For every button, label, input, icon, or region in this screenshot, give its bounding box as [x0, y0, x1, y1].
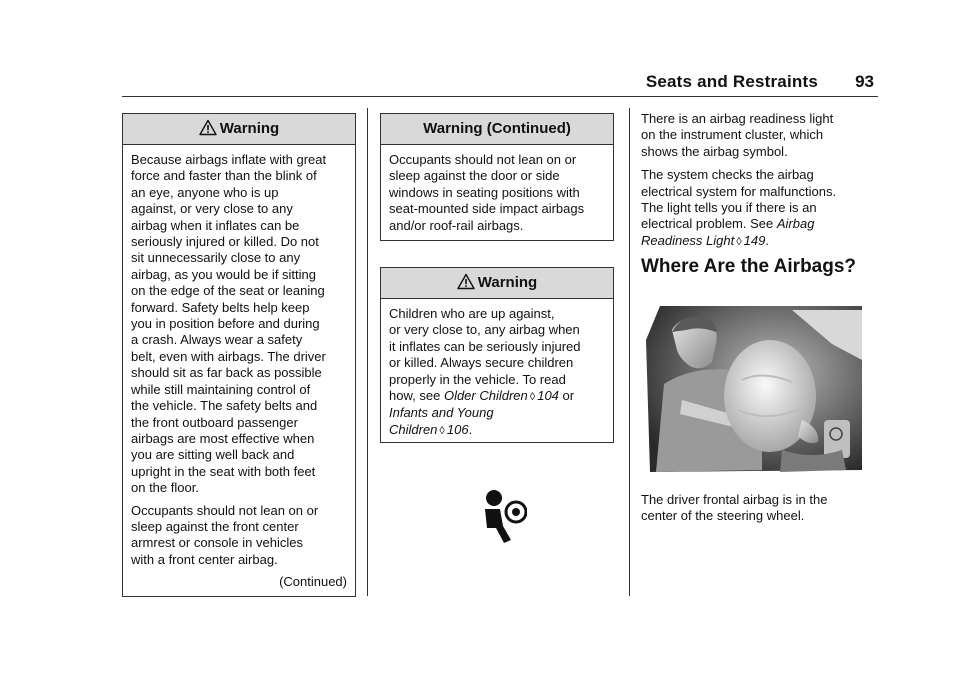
paragraph	[641, 492, 871, 525]
text-line: on the edge of the seat or leaning	[131, 283, 325, 299]
text-line: Because airbags inflate with great	[131, 152, 327, 167]
text-line: The system checks the airbag	[641, 167, 814, 183]
warning-paragraph	[389, 152, 605, 234]
text-line: a crash. Always wear a safety	[131, 332, 303, 348]
text-fragment: electrical problem. See	[641, 216, 774, 232]
text-line: against, or very close to any	[131, 201, 293, 217]
warning-title: Warning	[219, 120, 280, 137]
link-infants-young-children-cont[interactable]: Children	[389, 421, 438, 437]
link-infants-young-children[interactable]: Infants and Young	[389, 405, 494, 421]
text-line: with a front center airbag.	[131, 551, 278, 567]
text-line: The light tells you if there is an	[641, 200, 817, 216]
text-line: shows the airbag symbol.	[641, 143, 788, 159]
warning-header	[123, 114, 355, 145]
driver-frontal-airbag-illustration	[642, 300, 868, 478]
airbag-readiness-symbol-icon	[481, 488, 527, 544]
illustration-caption	[641, 492, 871, 532]
text-line: electrical system for malfunctions.	[641, 183, 837, 199]
text-line: the front outboard passenger	[131, 414, 298, 430]
warning-title: Warning	[477, 274, 538, 291]
link-airbag-readiness-light-cont[interactable]: Readiness Light	[641, 232, 735, 248]
paragraph	[641, 167, 871, 250]
text-line: and/or roof-rail airbags.	[389, 217, 524, 233]
text-line: There is an airbag readiness light	[641, 111, 834, 126]
text-fragment: .	[765, 232, 769, 248]
text-line: properly in the vehicle. To read	[389, 371, 566, 387]
text-line: airbag when it inflates can be	[131, 217, 300, 233]
text-line: upright in the seat with both feet	[131, 463, 316, 479]
text-line: airbags are most effective when	[131, 430, 315, 446]
page-header	[122, 72, 878, 97]
column-divider-left	[367, 108, 368, 596]
page-reference-arrow-icon: ◊	[736, 235, 742, 248]
page-number: 93	[855, 72, 874, 91]
text-fragment: or	[562, 388, 575, 404]
link-airbag-readiness-light[interactable]: Airbag	[776, 216, 815, 232]
warning-paragraph	[131, 152, 347, 497]
text-line: sleep against the door or side	[389, 168, 560, 184]
text-line: the vehicle. The safety belts and	[131, 398, 318, 414]
page-reference-arrow-icon: ◊	[439, 424, 445, 437]
warning-box-children	[380, 267, 614, 443]
text-fragment: .	[468, 421, 473, 437]
text-line: sit unnecessarily close to any	[131, 250, 301, 266]
text-line: sleep against the front center	[131, 518, 299, 534]
text-line: armrest or console in vehicles	[131, 535, 303, 551]
text-line: seriously injured or killed. Do not	[131, 234, 319, 250]
text-line: Occupants should not lean on or	[131, 502, 319, 518]
text-line: Children who are up against,	[389, 306, 555, 321]
page-reference-arrow-icon: ◊	[529, 391, 536, 404]
column-divider-right	[629, 108, 630, 596]
text-line: or killed. Always secure children	[389, 355, 574, 371]
warning-title: Warning (Continued)	[423, 120, 571, 137]
text-line: an eye, anyone who is up	[131, 184, 279, 200]
text-line: on the instrument cluster, which	[641, 127, 824, 143]
text-line: you in position before and during	[131, 316, 320, 332]
link-older-children[interactable]: Older Children	[443, 388, 528, 404]
page-reference[interactable]: 104	[537, 388, 559, 404]
text-fragment: how, see	[389, 388, 441, 404]
text-line: while still maintaining control of	[131, 381, 311, 397]
warning-triangle-icon	[457, 271, 475, 301]
page-reference[interactable]: 149	[743, 232, 766, 248]
text-line: Occupants should not lean on or	[389, 152, 577, 167]
warning-box-continued	[380, 113, 614, 241]
text-line: or very close to, any airbag when	[389, 322, 580, 338]
text-line: windows in seating positions with	[389, 184, 580, 200]
text-line: seat-mounted side impact airbags	[389, 201, 585, 217]
text-line: center of the steering wheel.	[641, 508, 805, 524]
text-line: it inflates can be seriously injured	[389, 338, 581, 354]
section-title: Seats and Restraints	[645, 72, 818, 91]
warning-header	[381, 268, 613, 299]
warning-header	[381, 114, 613, 145]
text-line: forward. Safety belts help keep	[131, 299, 310, 315]
text-line: you are sitting well back and	[131, 447, 295, 463]
page-reference[interactable]: 106	[446, 421, 469, 437]
text-line: airbag, as you would be if sitting	[131, 266, 316, 282]
warning-paragraph	[389, 306, 605, 439]
paragraph	[641, 111, 871, 160]
text-line: belt, even with airbags. The driver	[131, 348, 326, 364]
text-line: The driver frontal airbag is in the	[641, 492, 828, 507]
section-heading: Where Are the Airbags?	[641, 256, 857, 277]
text-line: should sit as far back as possible	[131, 365, 322, 381]
continued-note: (Continued)	[279, 574, 347, 590]
warning-triangle-icon	[199, 117, 217, 147]
warning-box-airbag-force	[122, 113, 356, 597]
text-line: force and faster than the blink of	[131, 168, 317, 184]
warning-paragraph	[131, 503, 347, 569]
text-line: on the floor.	[131, 480, 199, 496]
readiness-light-text	[641, 111, 871, 257]
